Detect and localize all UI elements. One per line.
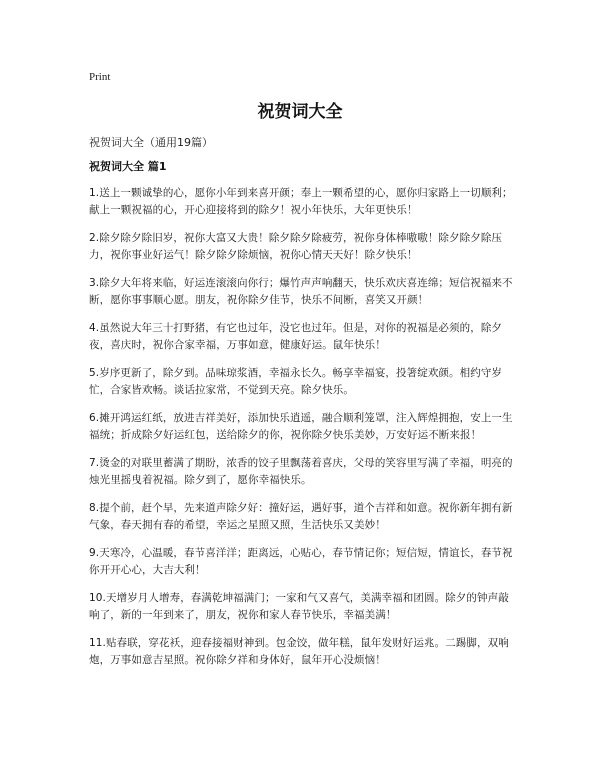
document-subtitle: 祝贺词大全（通用19篇）: [89, 136, 213, 149]
paragraph-11: 11.贴春联，穿花袄，迎春接福财神到。包金饺，做年糕，鼠年发财好运兆。二踢脚，双响炮，万事如意吉星照。祝你除夕祥和身体好，鼠年开心没烦恼！: [89, 637, 509, 666]
paragraph-3: 3.除夕大年将来临，好运连滚滚向你行；爆竹声声响翻天，快乐欢庆喜连绵；短信祝福来不断，愿你事事顺心愿。朋友，祝你除夕佳节，快乐不间断，喜笑又开颜！: [89, 277, 513, 306]
paragraph-6: 6.摊开鸿运红纸，放进吉祥美好，添加快乐逍遥，融合顺利笼罩，注入辉煌拥抱，安上一生福统；折成除夕好运红包，送给除夕的你，祝你除夕快乐美妙，万安好运不断来报！: [89, 412, 513, 441]
paragraph-7: 7.烫金的对联里蓄满了期盼，浓香的饺子里飘荡着喜庆，父母的笑容里写满了幸福，明亮的烛光里摇曳着祝福。除夕到了，愿你幸福快乐。: [89, 457, 513, 486]
paragraph-list: [89, 185, 519, 680]
paragraph-4: 4.虽然说大年三十打野猪，有它也过年，没它也过年。但是，对你的祝福是必须的，除夕夜，喜庆时，祝你合家幸福，万事如意，健康好运。鼠年快乐！: [89, 322, 503, 351]
section-heading: 祝贺词大全 篇1: [89, 160, 167, 173]
paragraph-8: 8.提个前，赶个早，先来道声除夕好：撞好运，遇好事，道个吉祥和如意。祝你新年拥有新气象，春天拥有春的希望，幸运之星照又照，生活快乐又美妙！: [89, 502, 513, 531]
paragraph-2: 2.除夕除夕除旧岁，祝你大富又大贵！除夕除夕除疲劳，祝你身体棒嗷嗷！除夕除夕除压力，祝你事业好运气！除夕除夕除烦恼，祝你心情天天好！除夕快乐！: [89, 232, 503, 261]
page-title: 祝贺词大全: [257, 102, 343, 122]
paragraph-9: 9.天寒冷，心温暖，春节喜洋洋；距离远，心贴心，春节情记你；短信短，情谊长，春节祝你开开心心，大吉大利！: [89, 547, 513, 576]
paragraph-5: 5.岁序更新了，除夕到。品味琼浆酒，幸福永长久。畅享幸福宴，投箸绽欢颜。相约守岁忙，合家皆欢畅。谈话拉家常，不觉到天亮。除夕快乐。: [89, 367, 503, 396]
paragraph-10: 10.天增岁月人增寿，春满乾坤福满门；一家和气又喜气，美满幸福和团圆。除夕的钟声敲响了，新的一年到来了，朋友，祝你和家人春节快乐，幸福美满！: [89, 592, 509, 621]
print-label[interactable]: Print: [89, 71, 111, 83]
paragraph-1: 1.送上一颗诚挚的心，愿你小年到来喜开颜；奉上一颗希望的心，愿你归家路上一切顺利；献上一颗祝福的心，开心迎接将到的除夕！祝小年快乐，大年更快乐！: [89, 187, 513, 216]
